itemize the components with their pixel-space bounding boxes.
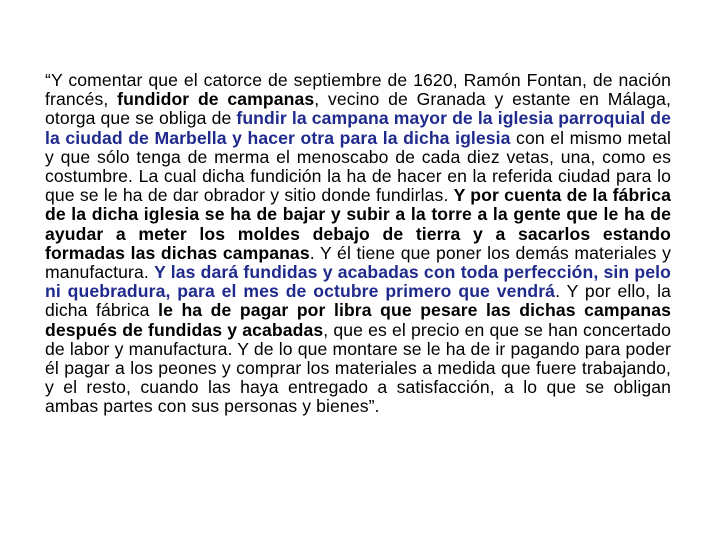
quote-bold-segment: Y por cuenta de la fábrica de la dicha iglesia se ha de bajar y subir a la torre a la gente que le ha de ayudar a meter los moldes debajo de tierra y a sacarlos estando formadas las dichas campanas xyxy=(45,185,671,263)
quote-highlight-segment: fundir la campana mayor de la iglesia parroquial de la ciudad de Marbella y hacer otra para la dicha iglesia xyxy=(45,108,671,148)
quote-text-segment: con el mismo metal y que sólo tenga de merma el menoscabo de cada diez vetas, una, como es costumbre. La cual dicha fundición la ha de hacer en la referida ciudad para lo que se le ha de dar obrador y sitio donde fundirlas. xyxy=(45,127,671,206)
quote-text-segment: . Y por ello, la dicha fábrica xyxy=(45,281,671,321)
quote-text-segment: , que es el precio en que se han concertado de labor y manufactura. Y de lo que montare se le ha de ir pagando para poder él pagar a los peones y comprar los materiales a medida que fuere trabajando, y el resto, cuando las haya entregado a satisfacción, a lo que se obligan ambas partes con sus personas y bienes”. xyxy=(45,319,671,417)
quote-bold-segment: fundidor de campanas xyxy=(117,89,315,110)
quote-bold-segment: le ha de pagar por libra que pesare las dichas campanas después de fundidas y acabadas xyxy=(45,300,671,340)
quote-text-segment: . Y él tiene que poner los demás materiales y manufactura. xyxy=(45,242,671,283)
quote-highlight-segment: Y las dará fundidas y acabadas con toda perfección, sin pelo ni quebradura, para el mes de octubre primero que vendrá xyxy=(45,262,671,302)
quote-text-segment: “Y comentar que el catorce de septiembre de 1620, Ramón Fontan, de nación francés, xyxy=(45,70,671,110)
quote-paragraph xyxy=(45,71,671,417)
quote-text-segment: , vecino de Granada y estante en Málaga, otorga que se obliga de xyxy=(45,89,672,129)
